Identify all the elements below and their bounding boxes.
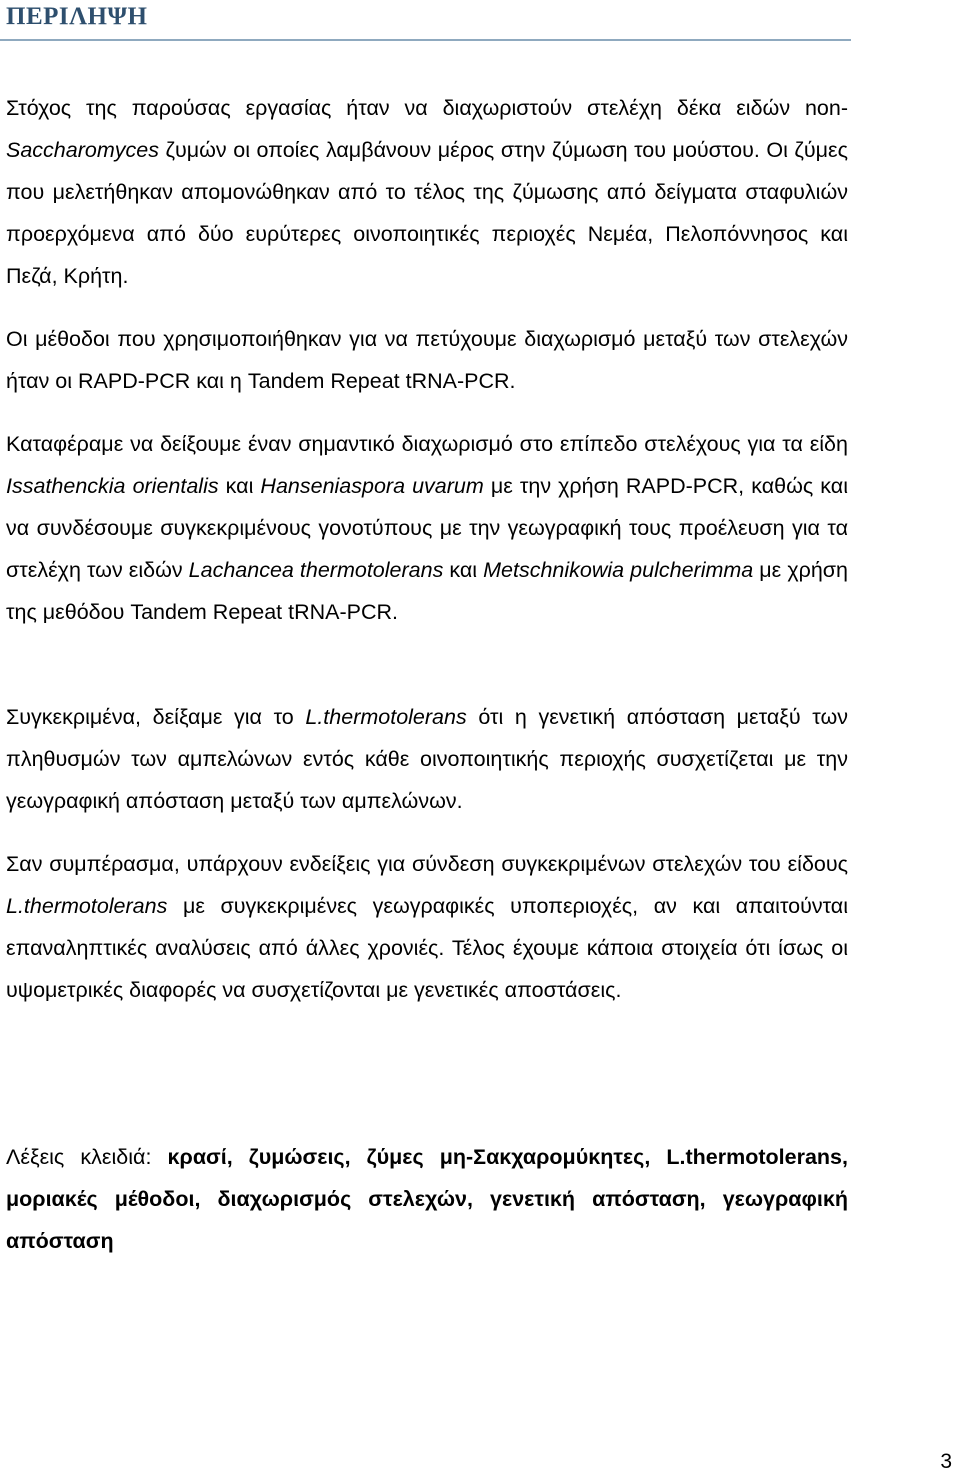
keywords-paragraph: [6, 1136, 848, 1262]
text-run: Καταφέραμε να δείξουμε έναν σημαντικό διαχωρισμό στο επίπεδο στελέχους για τα είδη: [6, 432, 848, 456]
page-number: 3: [940, 1450, 952, 1473]
text-run: Στόχος της παρούσας εργασίας ήταν να διαχωριστούν στελέχη δέκα ειδών non-: [6, 96, 848, 120]
paragraph-results: [6, 423, 848, 633]
paragraph-conclusion: [6, 843, 848, 1011]
text-run: με συγκεκριμένες γεωγραφικές υποπεριοχές, αν και απαιτούνται επαναληπτικές αναλύσεις από άλλες χρονιές. Τέλος έχουμε κάποια στοιχεία ότι ίσως οι υψομετρικές διαφορές να συσχετίζονται με γενετικές αποστάσεις.: [6, 894, 848, 1002]
paragraph-specific-result: [6, 696, 848, 822]
italic-term: Hanseniaspora uvarum: [260, 474, 484, 498]
italic-term: Metschnikowia pulcherimma: [483, 558, 754, 582]
italic-term: L.thermotolerans: [305, 705, 467, 729]
text-run: με την χρήση RAPD-PCR, καθώς και να συνδέσουμε συγκεκριμένους γονοτύπους με την γεωγραφική τους προέλευση για τα στελέχη των ειδών: [6, 474, 848, 582]
italic-term: Lachancea thermotolerans: [188, 558, 444, 582]
keywords-terms: κρασί, ζυμώσεις, ζύμες μη-Σακχαρομύκητες, L.thermotolerans, μοριακές μέθοδοι, διαχωρισμός στελεχών, γενετική απόσταση, γεωγραφική απόσταση: [6, 1145, 848, 1253]
text-run: και: [443, 558, 484, 582]
keywords-label: Λέξεις κλειδιά:: [6, 1145, 168, 1169]
text-run: και: [218, 474, 261, 498]
paragraph-methods: [6, 318, 848, 402]
italic-term: Saccharomyces: [6, 138, 159, 162]
text-run: ζυμών οι οποίες λαμβάνουν μέρος στην ζύμωση του μούστου. Οι ζύμες που μελετήθηκαν απομονώθηκαν από το τέλος της ζύμωσης από δείγματα σταφυλιών προερχόμενα από δύο ευρύτερες οινοποιητικές περιοχές Νεμέα, Πελοπόννησος και Πεζά, Κρήτη.: [6, 138, 848, 288]
italic-term: L.thermotolerans: [6, 894, 168, 918]
text-run: Οι μέθοδοι που χρησιμοποιήθηκαν για να πετύχουμε διαχωρισμό μεταξύ των στελεχών ήταν οι RAPD-PCR και η Tandem Repeat tRNA-PCR.: [6, 327, 848, 393]
paragraph-aim: [6, 87, 848, 297]
text-run: με χρήση της μεθόδου Tandem Repeat tRNA-PCR.: [6, 558, 849, 624]
heading-underline: [0, 39, 851, 41]
italic-term: Issathenckia orientalis: [6, 474, 219, 498]
text-run: ότι η γενετική απόσταση μεταξύ των πληθυσμών των αμπελώνων εντός κάθε οινοποιητικής περιοχής συσχετίζεται με την γεωγραφική απόσταση μεταξύ των αμπελώνων.: [6, 705, 848, 813]
text-run: Σαν συμπέρασμα, υπάρχουν ενδείξεις για σύνδεση συγκεκριμένων στελεχών του είδους: [6, 852, 848, 876]
text-run: Συγκεκριμένα, δείξαμε για το: [6, 705, 306, 729]
section-heading: ΠΕΡΙΛΗΨΗ: [6, 3, 148, 30]
